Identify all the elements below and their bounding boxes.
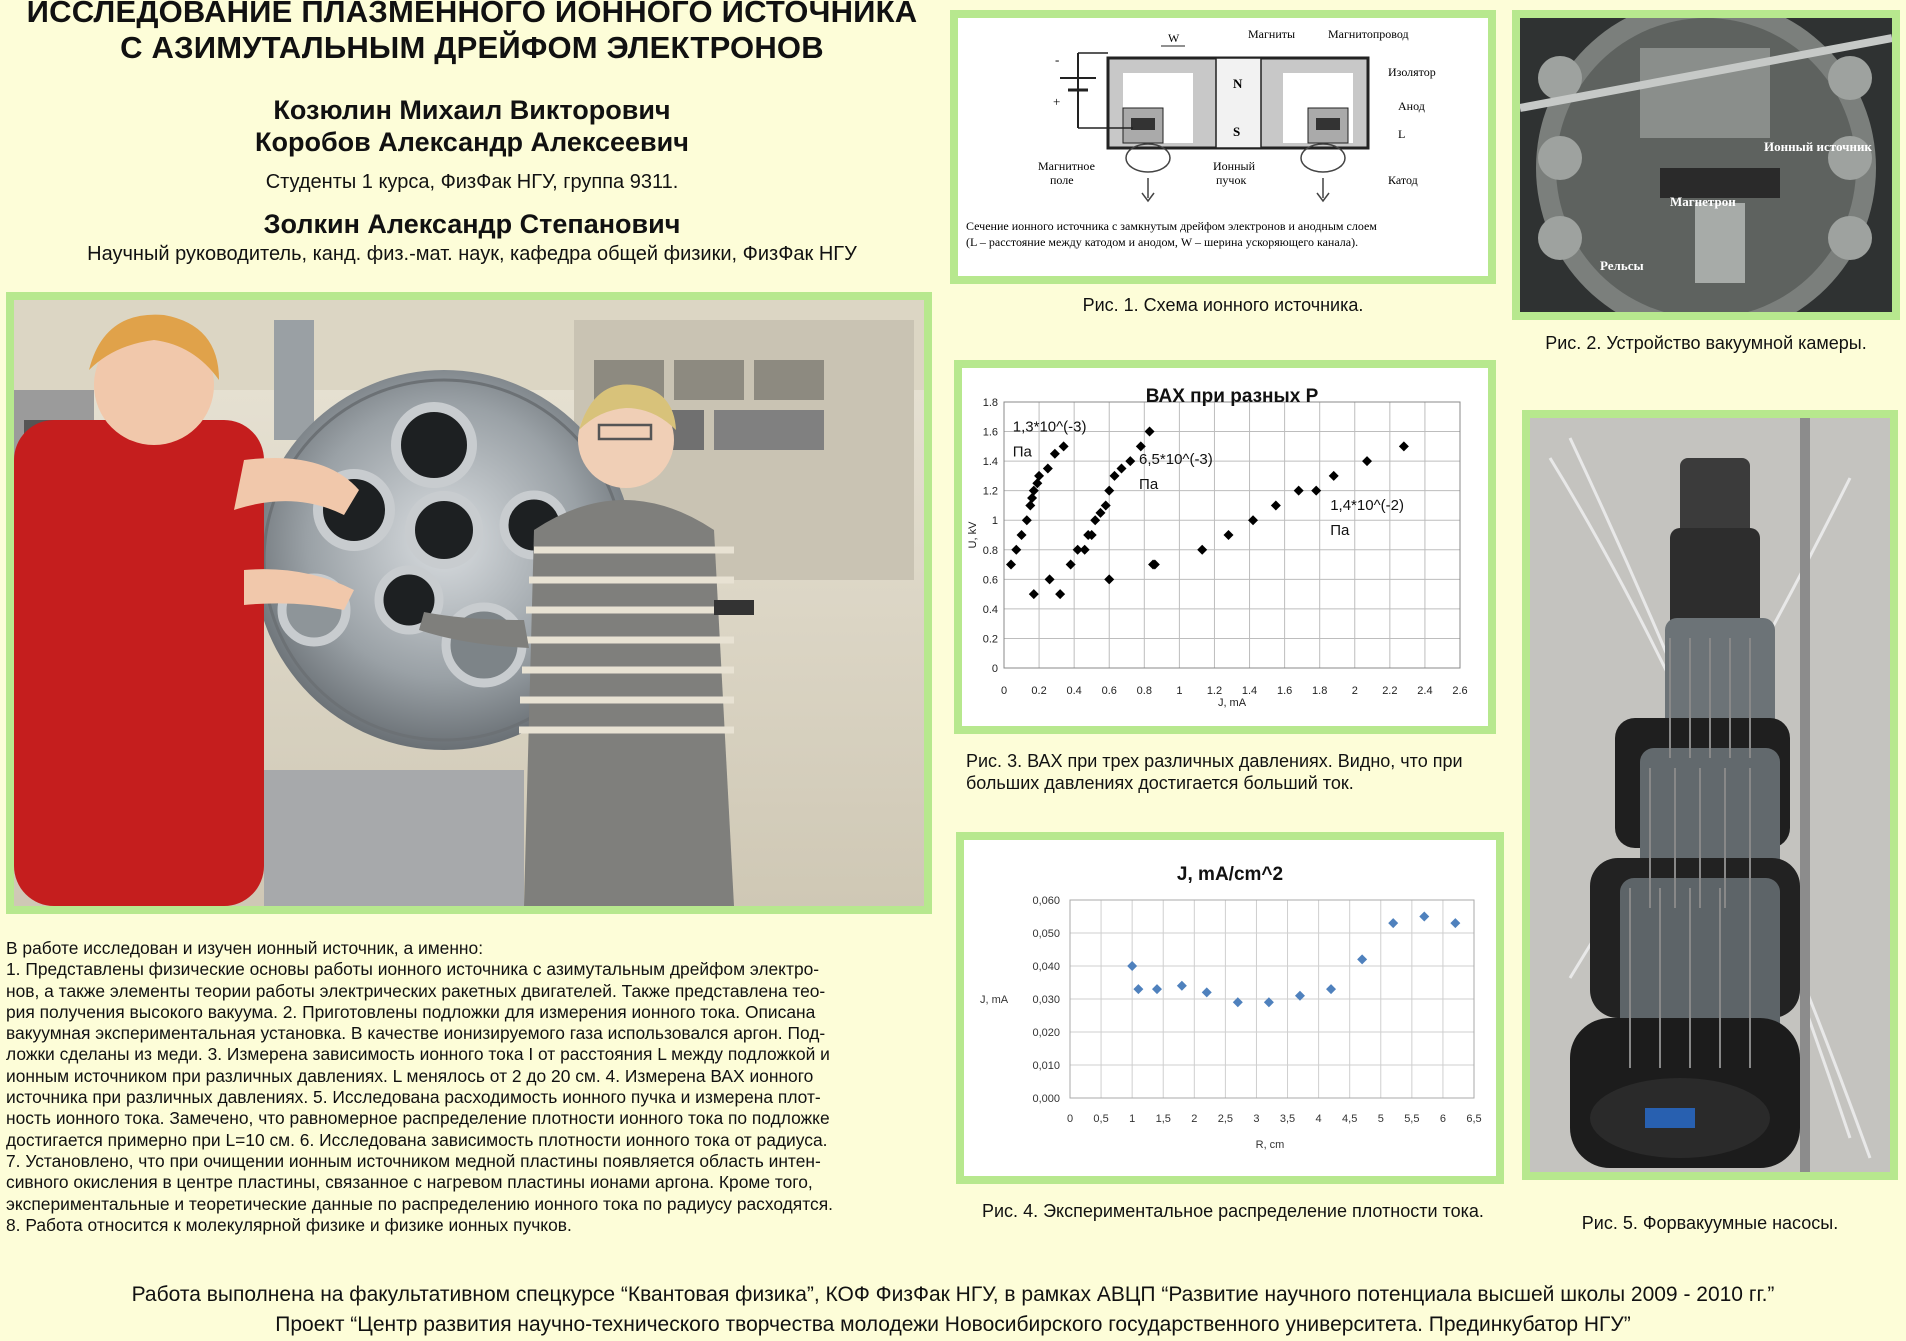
figure1-diagram <box>958 18 1488 276</box>
y-tick-label: 0,020 <box>1032 1027 1060 1039</box>
label-ion-beam-2: пучок <box>1216 173 1247 187</box>
x-tick-label: 4 <box>1315 1113 1322 1125</box>
figure1-note-line1: Сечение ионного источника с замкнутым дрейфом электронов и анодным слоем <box>966 219 1377 233</box>
x-tick-label: 3 <box>1253 1113 1260 1125</box>
x-tick-label: 2,5 <box>1217 1113 1234 1125</box>
figure1-frame <box>950 10 1496 284</box>
data-point <box>1150 560 1160 570</box>
x-tick-label: 0 <box>1000 685 1008 697</box>
chart-title: ВАХ при разных Р <box>1145 386 1319 407</box>
data-point <box>1095 508 1105 518</box>
y-tick-label: 0,060 <box>1032 895 1060 907</box>
x-tick-label: 0.8 <box>1136 685 1152 697</box>
data-point <box>1388 918 1398 928</box>
data-point <box>1055 589 1065 599</box>
x-tick-label: 2 <box>1191 1113 1198 1125</box>
figure2-caption: Рис. 2. Устройство вакуумной камеры. <box>1545 333 1867 353</box>
data-point <box>1450 918 1460 928</box>
data-point <box>1022 515 1032 525</box>
data-point <box>1271 500 1281 510</box>
author-2: Коробов Александр Алексеевич <box>255 127 689 157</box>
figure2-frame <box>1512 10 1900 320</box>
supervisor-name: Золкин Александр Степанович <box>263 209 681 239</box>
data-point <box>1029 589 1039 599</box>
label-magnets: Магниты <box>1248 27 1296 41</box>
y-tick-label: 1.8 <box>982 397 998 409</box>
footer-line-1: Работа выполнена на факультативном спецкурсе “Квантовая физика”, КОФ ФизФак НГУ, в рамках АВЦП “Развитие научного потенциала высшей школы 2009 - 2010 гг.” <box>131 1283 1775 1306</box>
x-tick-label: 0 <box>1066 1113 1074 1125</box>
x-tick-label: 2.6 <box>1452 685 1468 697</box>
x-tick-label: 2.4 <box>1417 685 1433 697</box>
data-point <box>1357 954 1367 964</box>
students-info: Студенты 1 курса, ФизФак НГУ, группа 9311. <box>265 171 679 193</box>
data-point <box>1006 560 1016 570</box>
figure3-frame <box>954 360 1496 734</box>
x-tick-label: 2.2 <box>1382 685 1398 697</box>
x-tick-label: 0.4 <box>1066 685 1082 697</box>
x-tick-label: 2 <box>1351 685 1358 697</box>
label-magnetron: Магнетрон <box>1670 194 1736 209</box>
y-tick-label: 1.4 <box>982 456 998 469</box>
data-point <box>1329 471 1339 481</box>
vax-chart <box>962 368 1488 726</box>
y-tick-label: 0,030 <box>1032 994 1060 1006</box>
label-magnet-core: Магнитопровод <box>1328 27 1409 41</box>
data-point <box>1109 471 1119 481</box>
main-photo-frame <box>6 292 932 914</box>
data-point <box>1034 471 1044 481</box>
figure2-photo <box>1520 18 1892 312</box>
x-tick-label: 5 <box>1377 1113 1384 1125</box>
figure4-caption: Рис. 4. Экспериментальное распределение плотности тока. <box>982 1201 1484 1221</box>
data-point <box>1050 449 1060 459</box>
chart-title: J, mA/cm^2 <box>1176 864 1284 885</box>
x-tick-label: 1 <box>1129 1113 1136 1125</box>
current-density-chart <box>964 840 1496 1176</box>
data-point <box>1125 456 1135 466</box>
y-axis-label: J, mA <box>980 994 1009 1006</box>
figure1-caption: Рис. 1. Схема ионного источника. <box>1082 295 1364 315</box>
data-point <box>1419 912 1429 922</box>
forvacuum-pumps-photo <box>1530 418 1890 1172</box>
x-tick-label: 0.2 <box>1031 685 1047 697</box>
y-tick-label: 1.2 <box>982 485 998 498</box>
label-w: W <box>1168 31 1180 45</box>
x-tick-label: 6 <box>1439 1113 1446 1125</box>
x-tick-label: 0.6 <box>1101 685 1117 697</box>
x-tick-label: 1.6 <box>1276 685 1293 697</box>
label-ion-source: Ионный источник <box>1764 139 1872 154</box>
author-1: Козюлин Михаил Викторович <box>273 95 671 125</box>
figure5-photo <box>1530 418 1890 1172</box>
figure1-note-line2: (L – расстояние между катодом и анодом, W – шерина ускоряющего канала). <box>966 235 1359 249</box>
data-point <box>1177 981 1187 991</box>
data-point <box>1399 441 1409 451</box>
data-point <box>1025 500 1035 510</box>
x-tick-label: 3,5 <box>1279 1113 1296 1125</box>
data-point <box>1127 961 1137 971</box>
label-s: S <box>1233 124 1241 139</box>
y-tick-label: 0,000 <box>1032 1093 1060 1105</box>
y-tick-label: 0,050 <box>1032 928 1060 940</box>
y-tick-label: 0.2 <box>982 633 998 646</box>
y-tick-label: 0.8 <box>982 544 998 557</box>
data-point <box>1104 486 1114 496</box>
main-photo <box>14 300 924 906</box>
y-tick-label: 0,040 <box>1032 961 1060 973</box>
pressure-annotation: Па <box>1330 522 1350 539</box>
x-tick-label: 1 <box>1176 685 1183 697</box>
ion-source-schematic <box>958 18 1488 276</box>
data-point <box>1133 984 1143 994</box>
x-tick-label: 1.8 <box>1312 685 1328 697</box>
y-tick-label: 0.4 <box>982 603 998 616</box>
label-anode: Анод <box>1398 99 1425 113</box>
pressure-annotation: 1,3*10^(-3) <box>1012 418 1087 436</box>
data-point <box>1104 574 1114 584</box>
label-plus: + <box>1053 94 1061 109</box>
data-point <box>1027 493 1037 503</box>
data-point <box>1043 464 1053 474</box>
x-tick-label: 4,5 <box>1342 1113 1358 1125</box>
data-point <box>1197 545 1207 555</box>
lab-photo-illustration <box>14 300 924 906</box>
figure3-caption: Рис. 3. ВАХ при трех различных давлениях. Видно, что при больших давлениях достигается больший ток. <box>966 751 1463 793</box>
data-point <box>1080 545 1090 555</box>
data-point <box>1017 530 1027 540</box>
label-ion-beam-1: Ионный <box>1213 159 1255 173</box>
data-point <box>1059 441 1069 451</box>
label-minus: - <box>1055 52 1060 67</box>
pressure-annotation: Па <box>1012 443 1032 461</box>
x-axis-label: R, cm <box>1255 1139 1285 1151</box>
label-cathode: Катод <box>1388 173 1418 187</box>
data-point <box>1326 984 1336 994</box>
pressure-annotation: 1,4*10^(-2) <box>1330 496 1404 514</box>
x-tick-label: 1.4 <box>1241 685 1258 697</box>
y-axis-label: U, kV <box>967 521 979 549</box>
figure5-caption: Рис. 5. Форвакуумные насосы. <box>1581 1213 1839 1233</box>
data-point <box>1362 456 1372 466</box>
data-point <box>1145 427 1155 437</box>
label-insulator: Изолятор <box>1388 65 1436 79</box>
data-point <box>1117 464 1127 474</box>
y-tick-label: 0 <box>991 663 998 675</box>
footer-line-2: Проект “Центр развития научно-технического творчества молодежи Новосибирского государственного университета. Прединкубатор НГУ” <box>275 1313 1631 1336</box>
y-tick-label: 1.6 <box>982 426 998 439</box>
figure4-frame <box>956 832 1504 1184</box>
title-line-1: ИССЛЕДОВАНИЕ ПЛАЗМЕННОГО ИОННОГО ИСТОЧНИКА <box>26 0 918 29</box>
data-point <box>1294 486 1304 496</box>
pressure-annotation: Па <box>1139 476 1159 494</box>
x-tick-label: 6,5 <box>1466 1113 1482 1125</box>
data-point <box>1152 984 1162 994</box>
body-text: В работе исследован и изучен ионный источник, а именно: 1. Представлены физические основы работы ионного источника с азимутальным дрейфом электро- нов, а также элементы теории работы электрических ракетных двигателей. Также представлена тео- рия получения высокого вакуума. 2. Приготовлены подложки для измерения ионного тока. Описана вакуумная экспериментальная установка. В качестве ионизируемого газа использовался аргон. Под- ложки сделаны из меди. 3. Измерена зависимость ионного тока I от расстояния L между подложкой и ионным источником при различных давлениях. L менялось от 2 до 20 см. 4. Измерена ВАХ ионного источника при различных давлениях. 5. Исследована расходимость ионного пучка и измерена плот- ность ионного тока. Замечено, что равномерное распределение плотности ионного тока по подложке достигается примерно при L=10 см. 6. Исследована зависимость плотности ионного тока от радиуса. 7. Установлено, что при очищении ионным источником медной пластины появляется область интен- сивного окисления в центре пластины, связанное с нагревом пластины ионами аргона. Кроме того, экспериментальные и теоретические данные по распределению ионного тока по радиусу расходятся. 8. Работа относится к молекулярной физике и физике ионных пучков. <box>6 938 833 1235</box>
label-l: L <box>1398 127 1406 141</box>
vacuum-chamber-photo <box>1520 18 1892 312</box>
x-tick-label: 1.2 <box>1206 685 1223 697</box>
pressure-annotation: 6,5*10^(-3) <box>1139 451 1213 469</box>
data-point <box>1045 574 1055 584</box>
label-magnetic-field-2: поле <box>1050 173 1074 187</box>
label-rails: Рельсы <box>1600 258 1644 273</box>
data-point <box>1202 987 1212 997</box>
supervisor-info: Научный руководитель, канд. физ.-мат. наук, кафедра общей физики, ФизФак НГУ <box>87 243 857 265</box>
figure5-frame <box>1522 410 1898 1180</box>
y-tick-label: 1 <box>991 515 998 528</box>
data-point <box>1011 545 1021 555</box>
x-tick-label: 0,5 <box>1093 1113 1109 1125</box>
label-magnetic-field-1: Магнитное <box>1038 159 1095 173</box>
x-tick-label: 1,5 <box>1155 1113 1171 1125</box>
label-n: N <box>1233 76 1243 91</box>
x-tick-label: 5,5 <box>1404 1113 1420 1125</box>
x-axis-label: J, mA <box>1217 697 1247 709</box>
poster-title <box>0 0 944 66</box>
y-tick-label: 0.6 <box>982 574 998 587</box>
data-point <box>1090 515 1100 525</box>
data-point <box>1223 530 1233 540</box>
y-tick-label: 0,010 <box>1032 1060 1060 1072</box>
title-line-2: С АЗИМУТАЛЬНЫМ ДРЕЙФОМ ЭЛЕКТРОНОВ <box>120 30 824 65</box>
